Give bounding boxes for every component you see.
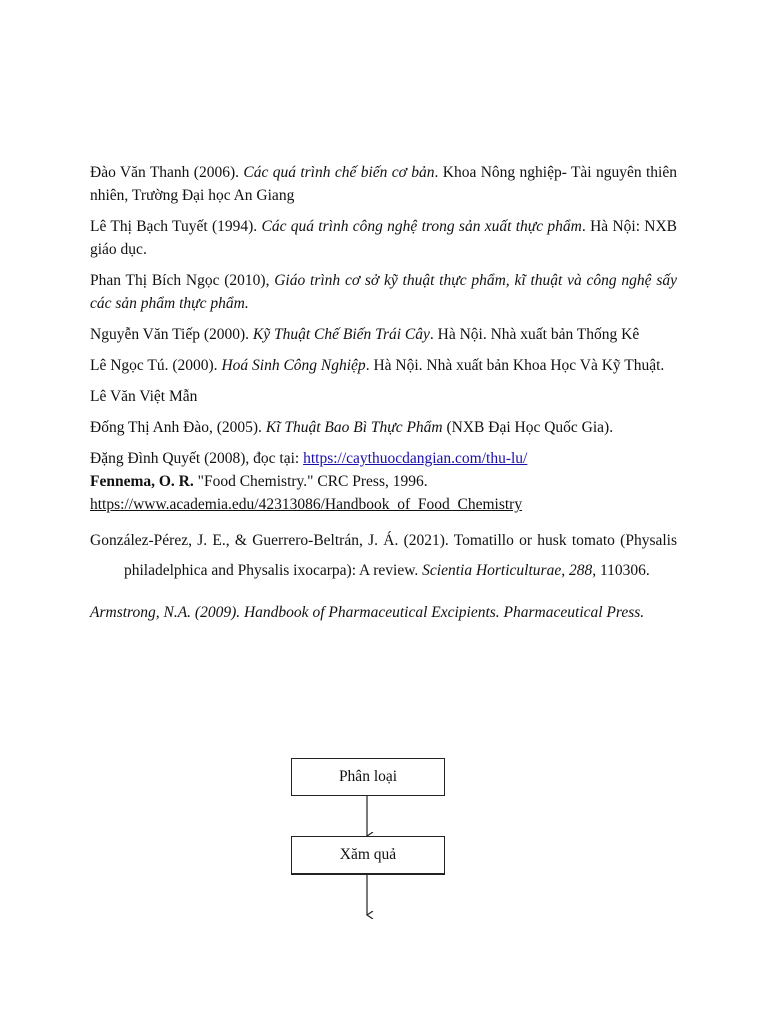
reference-item — [90, 416, 677, 439]
reference-author: Lê Văn Việt Mẫn — [90, 388, 198, 405]
reference-link[interactable]: https://caythuocdangian.com/thu-lu/ — [303, 450, 528, 467]
flowchart-step-label: Xăm quả — [339, 846, 397, 863]
reference-title: Hoá Sinh Công Nghiệp — [221, 357, 366, 374]
reference-item-armstrong — [90, 601, 677, 624]
reference-details: . Hà Nội. Nhà xuất bản Khoa Học Và Kỹ Thuật. — [365, 357, 665, 374]
reference-item-fennema — [90, 470, 677, 516]
reference-title: Các quá trình chế biến cơ bản — [243, 164, 435, 181]
reference-item — [90, 354, 677, 377]
reference-author: Lê Ngọc Tú. (2000). — [90, 357, 222, 374]
reference-list — [90, 161, 677, 632]
reference-details: "Food Chemistry." CRC Press, 1996. — [193, 473, 428, 490]
reference-author: Đống Thị Anh Đào, (2005). — [90, 419, 266, 436]
reference-title: Kỹ Thuật Chế Biến Trái Cây — [252, 326, 430, 343]
reference-item — [90, 161, 677, 207]
reference-title: Giáo trình cơ sở kỹ thuật thực phẩm, kĩ thuật và công nghệ sấy các sản phẩm thực phẩm. — [90, 272, 678, 312]
reference-author: Lê Thị Bạch Tuyết (1994). — [90, 218, 262, 235]
reference-text: Armstrong, N.A. (2009). Handbook of Pharmaceutical Excipients. Pharmaceutical Press. — [90, 604, 645, 621]
reference-journal: Scientia Horticulturae, 288 — [422, 561, 593, 579]
reference-item-quyet — [90, 447, 677, 470]
flowchart-step-xam-qua — [291, 836, 445, 875]
reference-item — [90, 269, 677, 315]
flowchart-step-phan-loai — [291, 758, 445, 796]
reference-author: Đào Văn Thanh (2006). — [90, 164, 244, 181]
reference-item — [90, 323, 677, 346]
reference-author: Nguyễn Văn Tiếp (2000). — [90, 326, 253, 343]
reference-author: Fennema, O. R. — [90, 473, 194, 490]
reference-details: . Hà Nội. Nhà xuất bản Thống Kê — [429, 326, 640, 343]
reference-text: Đặng Đình Quyết (2008), đọc tại: — [90, 450, 304, 467]
flowchart-step-label: Phân loại — [338, 768, 398, 785]
reference-details: . Hà Nội: NXB giáo dục. — [90, 218, 678, 258]
reference-item-gonzalez — [90, 526, 677, 585]
reference-author: Phan Thị Bích Ngọc (2010), — [90, 272, 275, 289]
reference-title: Kĩ Thuật Bao Bì Thực Phẩm — [265, 419, 443, 436]
reference-text: González-Pérez, J. E., & Guerrero-Beltrán, J. Á. (2021). Tomatillo or husk tomato (Physalis philadelphica and Physalis ixocarpa): A review. — [90, 532, 677, 579]
reference-details: , 110306. — [592, 561, 650, 579]
reference-item — [90, 215, 677, 261]
reference-link[interactable]: https://www.academia.edu/42313086/Handbook_of_Food_Chemistry — [90, 496, 523, 513]
reference-details: . Khoa Nông nghiệp- Tài nguyên thiên nhiên, Trường Đại học An Giang — [90, 164, 677, 204]
reference-item — [90, 385, 677, 408]
reference-details: (NXB Đại Học Quốc Gia). — [442, 419, 614, 436]
reference-title: Các quá trình công nghệ trong sản xuất thực phẩm — [261, 218, 582, 235]
